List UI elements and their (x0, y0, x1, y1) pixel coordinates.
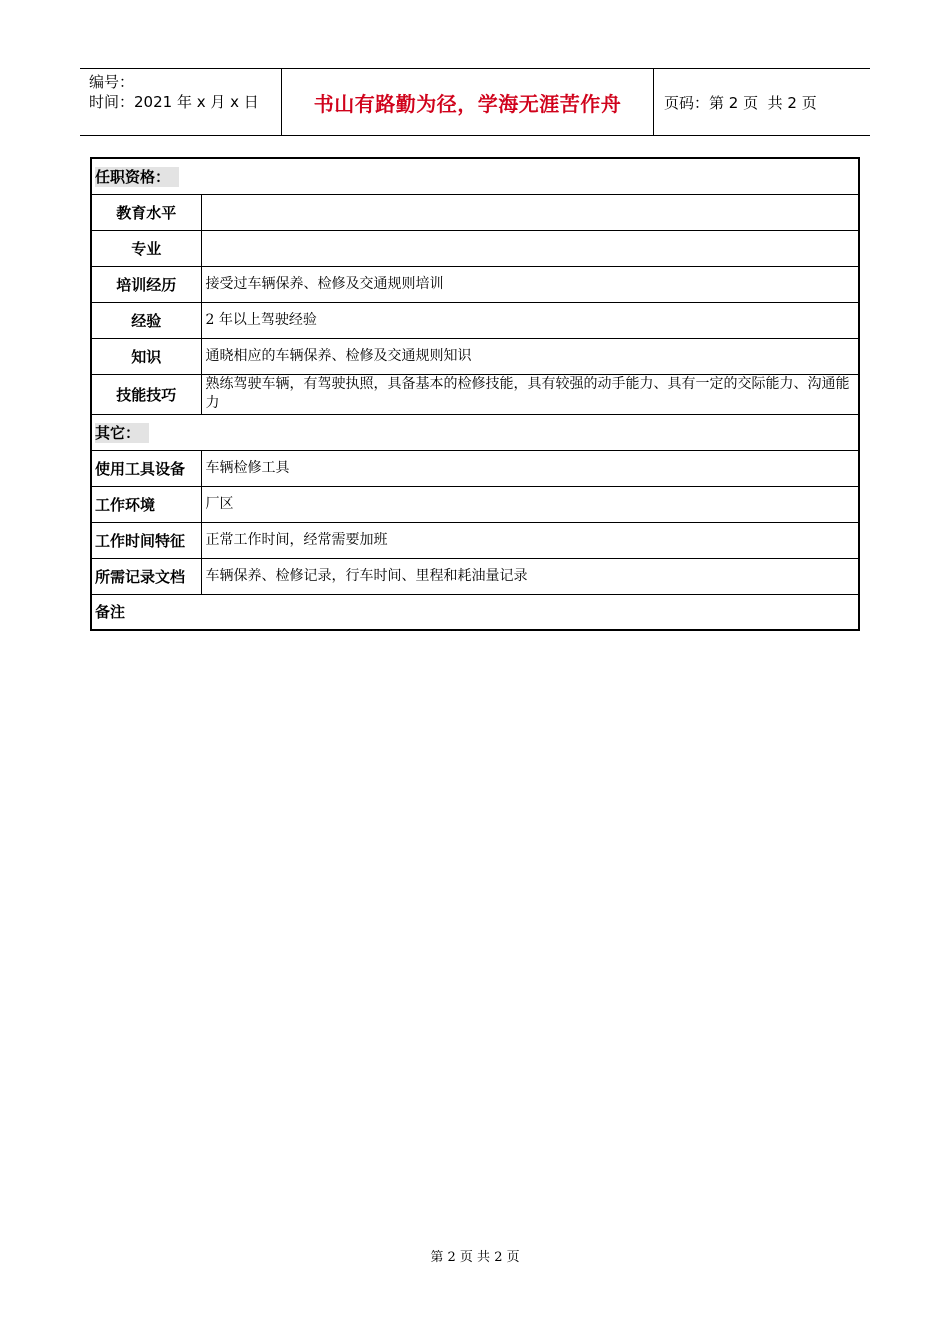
page-header (80, 68, 870, 136)
row-value: 车辆保养、检修记录，行车时间、里程和耗油量记录 (201, 558, 859, 594)
job-requirements-table (90, 157, 860, 631)
row-label: 所需记录文档 (91, 558, 201, 594)
table-row (91, 302, 859, 338)
row-value (201, 230, 859, 266)
document-date: 时间：2021 年 x 月 x 日 (89, 93, 259, 111)
row-value: 车辆检修工具 (201, 450, 859, 486)
page-info-text: 页码：第 2 页 共 2 页 (664, 93, 817, 112)
table-row (91, 230, 859, 266)
table-row (91, 266, 859, 302)
document-number-label: 编号： (89, 73, 135, 91)
row-label: 专业 (91, 230, 201, 266)
page-footer: 第 2 页 共 2 页 (430, 1250, 520, 1265)
row-label: 技能技巧 (91, 374, 201, 414)
table-row (91, 486, 859, 522)
row-label: 培训经历 (91, 266, 201, 302)
table-row (91, 194, 859, 230)
table-row (91, 558, 859, 594)
row-value: 厂区 (201, 486, 859, 522)
row-label: 教育水平 (91, 194, 201, 230)
table-row (91, 450, 859, 486)
qualifications-section-title: 任职资格： (91, 158, 859, 194)
row-label: 知识 (91, 338, 201, 374)
row-label: 使用工具设备 (91, 450, 201, 486)
row-value: 熟练驾驶车辆，有驾驶执照，具备基本的检修技能，具有较强的动手能力、具有一定的交际能力、沟通能力 (201, 374, 859, 414)
header-meta (80, 69, 282, 135)
other-section-title: 其它： (91, 414, 859, 450)
row-label: 工作环境 (91, 486, 201, 522)
header-motto: 书山有路勤为径，学海无涯苦作舟 (282, 69, 654, 135)
row-value: 正常工作时间，经常需要加班 (201, 522, 859, 558)
row-label: 经验 (91, 302, 201, 338)
row-value: 接受过车辆保养、检修及交通规则培训 (201, 266, 859, 302)
row-value (201, 194, 859, 230)
table-row (91, 338, 859, 374)
table-row (91, 522, 859, 558)
remarks-section-title: 备注 (91, 594, 859, 630)
row-value: 通晓相应的车辆保养、检修及交通规则知识 (201, 338, 859, 374)
header-page-info (654, 69, 870, 135)
row-label: 工作时间特征 (91, 522, 201, 558)
table-row (91, 374, 859, 414)
row-value: 2 年以上驾驶经验 (201, 302, 859, 338)
